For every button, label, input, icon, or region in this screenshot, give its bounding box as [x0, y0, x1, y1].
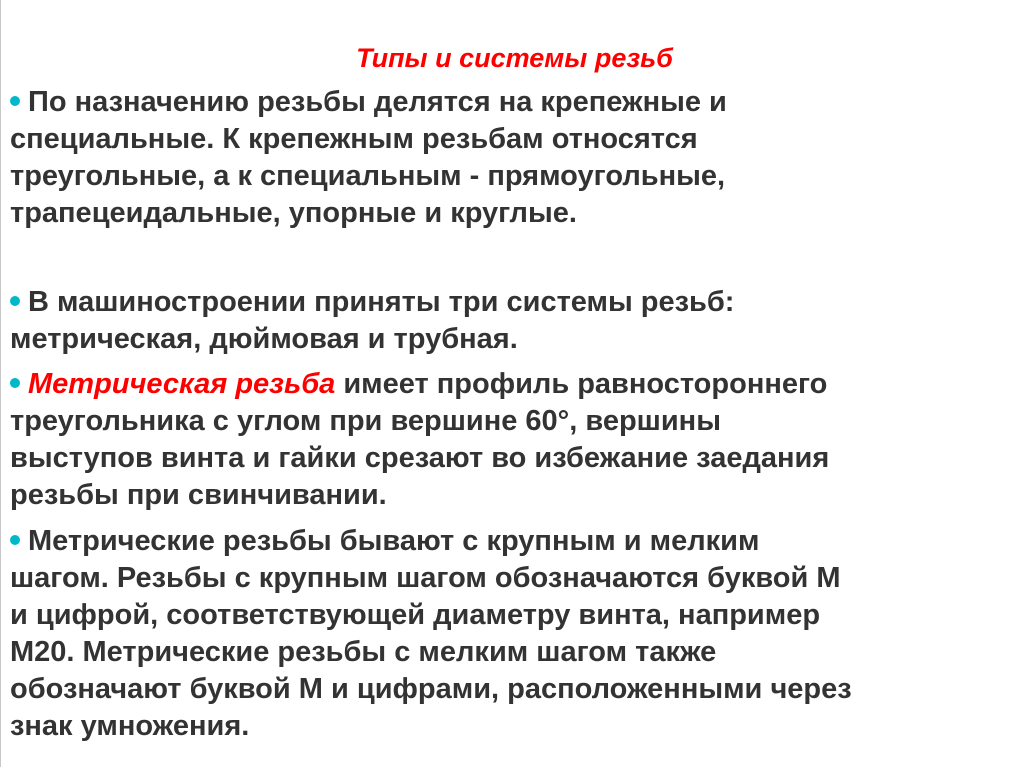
paragraph-line: обозначают буквой М и цифрами, расположенными через — [10, 673, 852, 705]
paragraph-purpose — [10, 84, 1014, 232]
paragraph-line: и цифрой, соответствующей диаметру винта, например — [10, 599, 821, 631]
bullet-icon — [10, 535, 20, 545]
paragraph-line — [10, 84, 1014, 121]
paragraph-line: специальные. К крепежным резьбам относятся — [10, 123, 698, 155]
paragraph-line: треугольные, а к специальным - прямоугольные, — [10, 160, 726, 192]
paragraph-line: знак умножения. — [10, 710, 250, 742]
paragraph-line — [10, 366, 1014, 403]
paragraph-line-text: имеет профиль равностороннего — [335, 368, 828, 400]
paragraph-line-text: По назначению резьбы делятся на крепежные и — [28, 86, 727, 118]
bullet-icon — [10, 296, 20, 306]
slide-title-container — [0, 40, 1024, 76]
paragraph-line: трапецеидальные, упорные и круглые. — [10, 197, 577, 229]
paragraph-systems — [10, 284, 1014, 358]
slide-title: Типы и системы резьб — [356, 43, 673, 73]
paragraph-line: резьбы при свинчивании. — [10, 479, 387, 511]
paragraph-line — [10, 284, 1014, 321]
paragraph-line-text: В машиностроении приняты три системы резьб: — [28, 286, 735, 318]
paragraph-line: шагом. Резьбы с крупным шагом обозначаются буквой М — [10, 562, 841, 594]
paragraph-line: треугольника с углом при вершине 60°, вершины — [10, 405, 721, 437]
paragraph-line — [10, 523, 1014, 560]
paragraph-pitch — [10, 523, 1014, 745]
bullet-icon — [10, 96, 20, 106]
highlight-term: Метрическая резьба — [28, 368, 336, 400]
paragraph-line: М20. Метрические резьбы с мелким шагом также — [10, 636, 717, 668]
paragraph-line: выступов винта и гайки срезают во избежание заедания — [10, 442, 830, 474]
bullet-icon — [10, 378, 20, 388]
paragraph-line: метрическая, дюймовая и трубная. — [10, 323, 518, 355]
slide-left-border — [0, 0, 1, 767]
paragraph-metric-thread — [10, 366, 1014, 514]
paragraph-line-text: Метрические резьбы бывают с крупным и мелким — [28, 525, 760, 557]
